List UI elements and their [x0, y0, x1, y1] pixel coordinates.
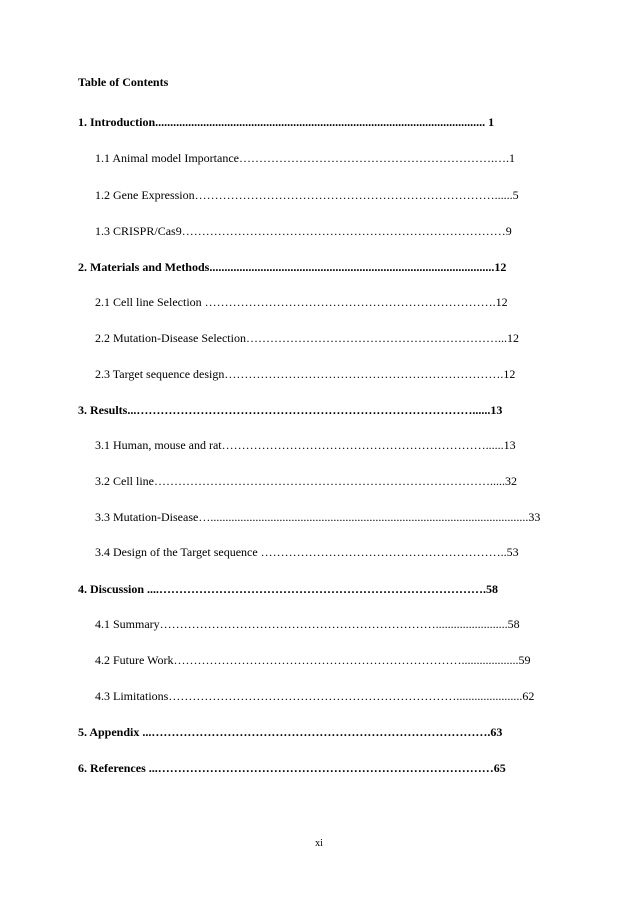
toc-entry-results: 3. Results...…………………………………………………………………………......13 [78, 403, 503, 417]
toc-entry-appendix: 5. Appendix ...………………………………………………………………………….63 [78, 725, 503, 739]
toc-entry-limitations: 4.3 Limitations………………………………………………………………......................62 [95, 689, 535, 703]
toc-entry-animal-model: 1.1 Animal model Importance……………………………………………………….….1 [95, 151, 515, 165]
toc-entry-gene-expression: 1.2 Gene Expression…………………………………………………………………......5 [95, 188, 519, 202]
toc-entry-introduction: 1. Introduction.............................................................................................................. 1 [78, 115, 495, 129]
toc-entry-mutation-disease: 3.3 Mutation-Disease…..........................................................................................................33 [95, 510, 541, 524]
page-number: xi [315, 838, 323, 849]
toc-entry-materials-methods: 2. Materials and Methods...............................................................................................12 [78, 260, 507, 274]
toc-entry-human-mouse-rat: 3.1 Human, mouse and rat…………………………………………………………......13 [95, 438, 516, 452]
toc-entry-target-sequence-design: 2.3 Target sequence design…………………………………………………………….12 [95, 367, 516, 381]
toc-entry-mutation-disease-selection: 2.2 Mutation-Disease Selection………………………………………………………...12 [95, 331, 519, 345]
toc-entry-discussion: 4. Discussion ....……………………………………………………………………….58 [78, 582, 499, 596]
toc-entry-summary: 4.1 Summary……………………………………………………………........................58 [95, 617, 520, 631]
toc-entry-future-work: 4.2 Future Work………………………………………………………………...................59 [95, 653, 531, 667]
toc-entry-design-target-sequence: 3.4 Design of the Target sequence ……………………………………………………..53 [95, 545, 519, 559]
toc-entry-cell-line: 3.2 Cell line………………………………………………………………………….....32 [95, 474, 517, 488]
toc-entry-crispr: 1.3 CRISPR/Cas9………………………………………………………………………9 [95, 224, 512, 238]
toc-entry-cell-line-selection: 2.1 Cell line Selection ……………………………………………………………….12 [95, 295, 508, 309]
toc-entry-references: 6. References ...…………………………………………………………………………65 [78, 761, 506, 775]
toc-title: Table of Contents [78, 75, 169, 89]
